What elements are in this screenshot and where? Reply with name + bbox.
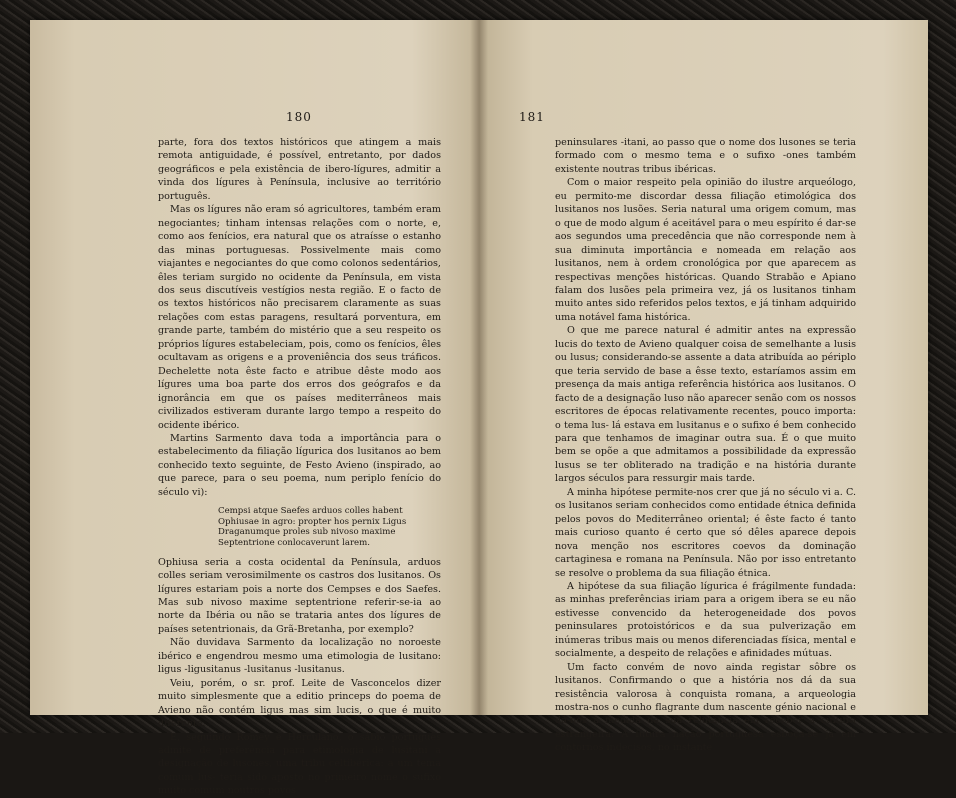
left-page [30,20,479,797]
paragraph: Com o maior respeito pela opinião do ilustre arqueólogo, eu permito-me discordar dessa filiação etimológica dos lusitanos nos lusões. Seria natural uma origem comum, mas o que de modo algum é aceitável para o meu espírito é dar-se aos segundos uma precedência que não corresponde nem à sua diminuta importância e nomeada em relação aos lusitanos, nem à ordem cronológica por que aparecem as respectivas menções históricas. Quando Strabão e Apiano falam dos lusões pela primeira vez, já os lusitanos tinham muito antes sido referidos pelos textos, e já tinham adquirido uma notável fama histórica. [555,177,856,323]
paragraph: Um facto convém de novo ainda registar sôbre os lusitanos. Confirmando o que a história nos dá da sua resistência valorosa à conquista romana, a arqueologia mostra-nos o cunho flagrante dum nascente génio nacional e dá-nos a medida da sua relutância em receber a cultura estrangeira. A futura nação portuguesa esboça-se já em contornos indecisos, no instante [555,661,856,754]
paragraph: Martins Sarmento dava toda a importância para o estabelecimento da filiação lígurica dos lusitanos ao bem conhecido texto seguinte, de Festo Avieno (inspirado, ao que parece, para o seu poema, num periplo fenício do século vi): [158,432,441,498]
right-page-text [555,136,856,755]
paragraph: A hipótese da sua filiação lígurica é frágilmente fundada: as minhas preferências iriam para a origem ibera se eu não estivesse convencido da heterogeneidade dos povos peninsulares protoistóricos e da sua pulverização em inúmeras tribus mais ou menos diferenciadas física, mental e socialmente, a despeito de relações e afinidades mútuas. [555,580,856,660]
open-book [30,20,928,797]
left-page-number: 180 [286,110,312,124]
left-page-text [158,136,441,798]
verse-line: Ophiusae in agro: propter hos pernix Ligus [218,516,407,527]
paragraph: O que me parece natural é admitir antes na expressão lucis do texto de Avieno qualquer coisa de semelhante a lusis ou lusus; considerando-se assente a data atribuída ao périplo que teria servido de base a êsse texto, estaríamos assim em presença da mais antiga referência histórica aos lusitanos. O facto de a designação luso não aparecer senão com os nossos escritores de épocas relativamente recentes, pouco importa: o tema lus- lá estava em lusitanus e o sufixo é bem conhecido para que tenhamos de imaginar outra sua. É o que muito bem se opõe a que admitamos a possibilidade da expressão lusus se ter obliterado na tradição e na história durante largos séculos para ressurgir mais tarde. [555,325,856,485]
paragraph: A minha hipótese permite-nos crer que já no século vi a. C. os lusitanos seriam conhecidos como entidade étnica definida pelos povos do Mediterrâneo oriental; é êste facto é tanto mais curioso quanto é certo que só dêles aparece depois nova menção nos escritores coevos da dominação cartaginesa e romana na Península. Não por isso entretanto se resolve o problema da sua filiação étnica. [555,486,856,579]
paragraph: peninsulares -itani, ao passo que o nome dos lusones se teria formado com o mesmo tema e o sufixo -ones também existente noutras tribus ibéricas. [555,137,856,175]
paragraph: parte, fora dos textos históricos que atingem a mais remota antiguidade, é possível, entretanto, por dados geográficos e pela existência de ibero-lígures, admitir a vinda dos lígures à Península, inclusive ao território português. [158,137,441,202]
paragraph: E, seguindo Romey e Herculano, o sábio português admite de preferência para etimologia de lusitani a designação de lusones, uma tribu celtibérica: a um tema comum lus- teria sido aposto no primeiro nome o sufixo muito comum noutros povos [158,731,441,797]
paragraph: Veiu, porém, o sr. prof. Leite de Vasconcelos dizer muito simplesmente que a editio princeps do poema de Avieno não contém ligus mas sim lucis, o que é muito diferente. [158,677,441,730]
paragraph: Não duvidava Sarmento da localização no noroeste ibérico e engendrou mesmo uma etimologia de lusitano: ligus -ligusitanus -lusitanus -lusitanus. [158,637,441,676]
verse-line: Draganumque proles sub nivoso maxime [218,527,396,538]
right-page-number: 181 [519,110,545,124]
latin-verse [218,506,441,548]
paragraph: Mas os lígures não eram só agricultores, também eram negociantes; tinham intensas relações com o norte, e, como aos fenícios, era natural que os atraísse o estanho das minas portuguesas. Possivelmente mais como viajantes e negociantes do que como colonos sedentários, êles teriam surgido no ocidente da Península, em vista dos seus discutíveis vestígios nesta região. E o facto de os textos históricos não precisarem claramente as suas relações com estas paragens, resultará porventura, em grande parte, também do mistério que a seu respeito os próprios lígures estabeleciam, pois, como os fenícios, êles ocultavam as origens e a proveniência dos seus tráficos. Dechelette nota êste facto e atribue dêste modo aos lígures uma boa parte dos erros dos geógrafos e da ignorância em que os países mediterrâneos mais civilizados estiveram durante largo tempo a respeito do ocidente ibérico. [158,204,441,431]
book-gutter [470,20,488,715]
right-page [479,20,928,754]
verse-line: Septentrione conlocaverunt larem. [218,538,371,549]
paragraph: Ophiusa seria a costa ocidental da Península, arduos colles seriam verosimilmente os castros dos lusitanos. Os lígures estariam pois a norte dos Cempses e dos Saefes. Mas sub nivoso maxime septentrione referir-se-ia ao norte da Ibéria ou não se trataria antes dos lígures de países setentrionais, da Grã-Bretanha, por exemplo? [158,556,441,635]
verse-line: Cempsi atque Saefes arduos colles habent [218,506,403,517]
